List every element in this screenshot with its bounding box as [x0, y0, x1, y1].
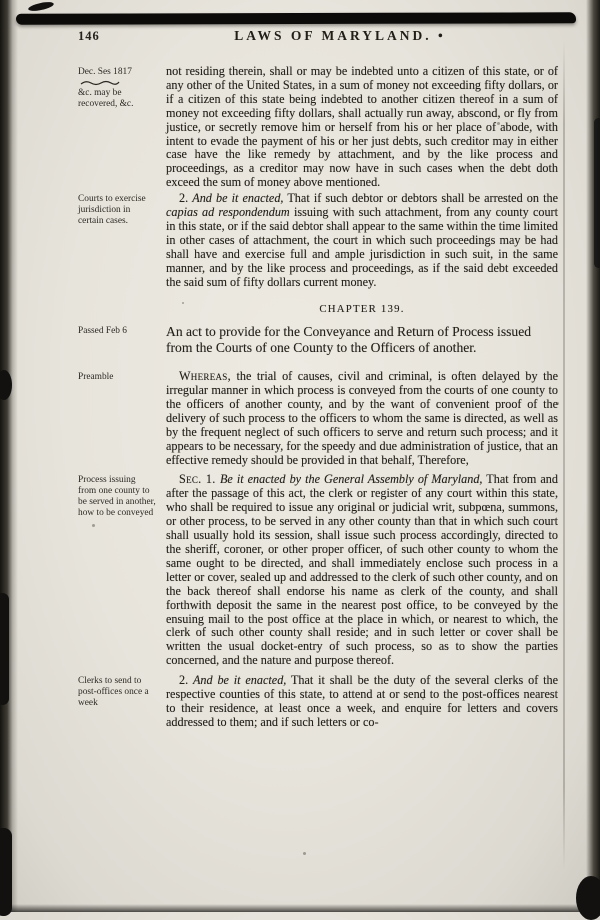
margin-note-preamble — [78, 372, 156, 383]
ink-blot — [0, 593, 9, 705]
paragraph-block-jurisdiction — [78, 191, 558, 289]
preamble-block — [78, 369, 558, 467]
ink-blot — [594, 118, 600, 268]
margin-note-text: Passed Feb 6 — [78, 325, 127, 336]
margin-note-session — [78, 67, 156, 109]
enacting-clause: Be it enacted by the General Assembly of Maryland, — [219, 472, 483, 487]
ink-blot — [576, 876, 600, 920]
paragraph-block-attachment-remedy — [78, 64, 558, 190]
paragraph — [166, 473, 558, 668]
enacting-clause: And be it enacted, — [192, 673, 287, 688]
ink-speck — [92, 524, 95, 527]
margin-note-text: Process issuing from one county to be served in another, how to be conveyed — [78, 475, 156, 518]
act-title-block — [78, 323, 558, 358]
ink-blot — [28, 0, 55, 12]
act-title: An act to provide for the Conveyance and Return of Process issued from the Courts of one County to the Officers of another. — [166, 323, 532, 356]
margin-note-clerks — [78, 676, 156, 708]
section-1-block — [78, 472, 558, 668]
page-number: 146 — [78, 29, 100, 43]
ink-blot — [0, 370, 12, 400]
running-title: LAWS OF MARYLAND. • — [234, 28, 446, 43]
paragraph-text: That it shall be the duty of the several clerks of the respective counties of this state, to attend at or send to the post-offices nearest to their residence, at least once a week, and enquire for letters and covers addressed to them; and if such letters or co- — [166, 673, 559, 729]
section-number: 2. — [179, 673, 193, 688]
margin-note-jurisdiction — [78, 194, 156, 226]
chapter-heading: CHAPTER 139. — [319, 302, 405, 315]
paragraph — [166, 192, 558, 289]
paragraph-text: That if such debtor or debtors shall be arrested on the — [283, 191, 558, 206]
ink-speck — [497, 122, 500, 125]
margin-note-text: Courts to exercise jurisdiction in certain cases. — [78, 194, 146, 226]
ink-speck — [182, 302, 184, 304]
margin-note-text: Clerks to send to post-offices once a week — [78, 676, 149, 708]
paragraph-text: issuing with such attachment, from any county court in this state, or if the said debtor shall appear to the same within the time limited in other cases of attachment, the court in which such proceedings may be had shall have and exercise full and ample jurisdiction in such suit, in the same manner, and by the like process and proceedings, as if the said debt exceeded the said sum of fifty dollars current money. — [166, 205, 558, 289]
squiggle-mark — [80, 79, 120, 87]
ink-speck — [422, 698, 424, 700]
paragraph-text: That from and after the passage of this act, the clerk or register of any court within this state, who shall be required to issue any original or judicial writ, subpœna, summons, or other process, to be served in any other county than that in which such court shall usually hold its session, shall issue such process accordingly, directed to the sheriff, coroner, or other proper officer, of such other county to whom the same ought to be directed, and shall immediately enclose such process in a letter or cover, sealed up and addressed to the clerk of such other county, and on the back thereof shall endorse his name as clerk of the county, and shall forthwith deposit the same in the nearest post office, to be conveyed by the ensuing mail to the post office at the place in which, or nearest to which, the clerk of such other county shall reside; and in such letter or cover shall be written the usual docket-entry of such process, so as to show the parties concerned, and the nature and purpose thereof. — [166, 472, 558, 668]
latin-term: capias ad respondendum — [166, 205, 290, 220]
paragraph-text: the trial of causes, civil and criminal, is often delayed by the irregular manner in which process is conveyed from the courts of one county to the officers of another county, and by the want of convenient proof of the delivery of such process to the officers to whom the same is directed, as well as by the frequent neglect of such officers to serve and return such process; and it appears to be necessary, for the speedy and due administration of justice, that an effective remedy should be provided in that behalf, Therefore, — [166, 369, 558, 467]
margin-note-process — [78, 475, 156, 518]
ink-speck — [556, 402, 559, 405]
page-header — [78, 28, 558, 48]
margin-note-text: Dec. Ses 1817 — [78, 67, 132, 77]
scan-edge-left — [0, 0, 18, 912]
paragraph-text: not residing therein, shall or may be indebted unto a citizen of this state, or of any other of the United States, in a sum of money not exceeding fifty dollars, or if a citizen of this state being indebted to another citizen thereof in a sum of money not exceeding fifty dollars, shall actually run away, abscond, or fly from justice, or secretly remove him or herself from his or her place of abode, with intent to evade the payment of his or her just debts, such creditor may in either case have the like remedy by attachment, and by the like process and proceedings, as a creditor may now have in such cases when the debt doth exceed the sum of money above mentioned. — [166, 64, 558, 190]
scan-edge-top — [16, 12, 576, 24]
margin-note-passed — [78, 326, 156, 337]
ink-blot — [0, 828, 12, 916]
ink-speck — [303, 852, 306, 855]
enacting-clause: And be it enacted, — [192, 191, 284, 206]
paragraph — [166, 674, 558, 730]
page-crease — [563, 40, 565, 870]
paragraph — [166, 65, 558, 190]
page-content — [78, 28, 558, 732]
section-number: 2. — [179, 191, 193, 206]
section-2-block — [78, 673, 559, 730]
scan-edge-bottom — [0, 904, 600, 912]
section-number: Sec. 1. — [179, 472, 220, 487]
margin-note-text: &c. may be recovered, &c. — [78, 87, 134, 109]
whereas-lead: Whereas, — [179, 369, 231, 384]
margin-note-text: Preamble — [78, 372, 114, 383]
paragraph — [166, 370, 558, 467]
